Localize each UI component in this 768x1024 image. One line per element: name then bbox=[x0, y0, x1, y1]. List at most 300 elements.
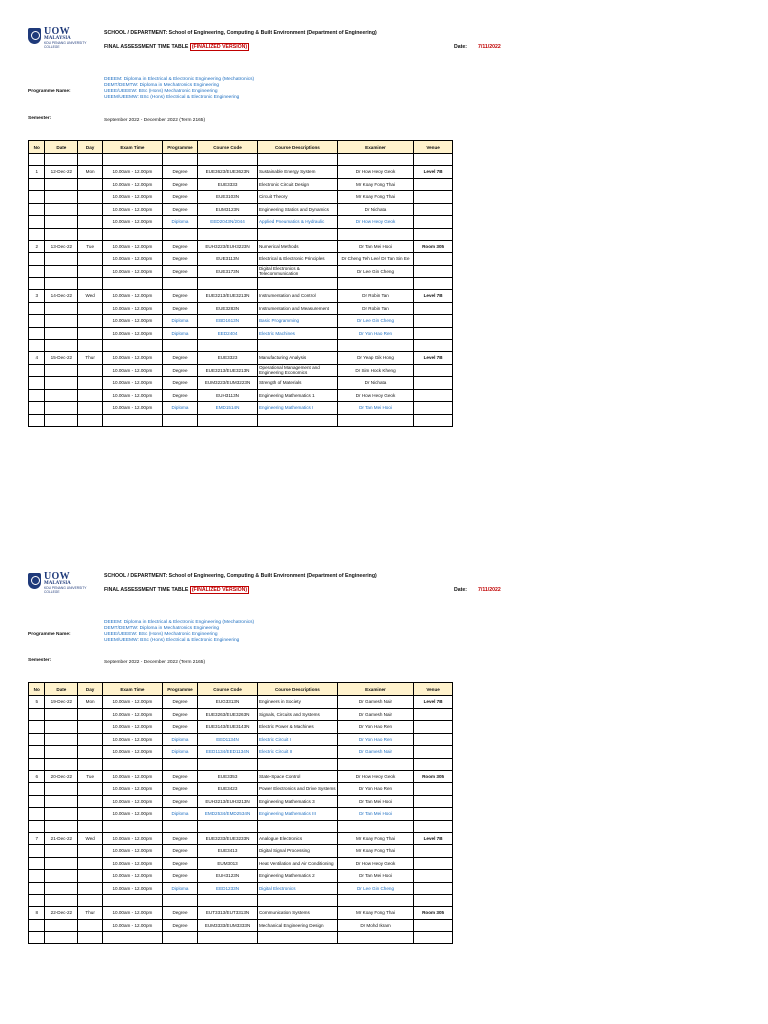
cell-code: EUE3283N bbox=[198, 302, 258, 315]
cell-examiner: Dr Gamesh Nair bbox=[337, 696, 413, 709]
cell-time: 10.00am - 12.00pm bbox=[102, 795, 162, 808]
cell-venue: Level 7B bbox=[414, 832, 453, 845]
cell-examiner: Mr Koay Fong Thai bbox=[337, 178, 413, 191]
cell-no bbox=[29, 327, 45, 340]
timetable-table bbox=[28, 682, 453, 944]
cell-day bbox=[78, 746, 103, 759]
cell-day bbox=[78, 302, 103, 315]
cell-date bbox=[45, 265, 78, 278]
cell-prog: Diploma bbox=[162, 402, 197, 415]
cell-date bbox=[45, 708, 78, 721]
cell-prog: Degree bbox=[162, 721, 197, 734]
cell-code: EUE3113N bbox=[198, 253, 258, 266]
cell-venue bbox=[414, 402, 453, 415]
spacer-row bbox=[29, 278, 453, 290]
cell-desc: Electric Circuit I bbox=[257, 733, 337, 746]
cell-desc: Instrumentation and Measurement bbox=[257, 302, 337, 315]
cell-prog: Degree bbox=[162, 783, 197, 796]
cell-prog: Diploma bbox=[162, 733, 197, 746]
cell-desc: Sustainable Energy System bbox=[257, 166, 337, 179]
cell-code: EUE3213/EUE3213N bbox=[198, 364, 258, 377]
cell-prog: Diploma bbox=[162, 315, 197, 328]
column-header: Course Descriptions bbox=[257, 683, 337, 696]
cell-venue bbox=[414, 302, 453, 315]
crest-icon bbox=[28, 573, 41, 589]
table-header-row bbox=[29, 141, 453, 154]
cell-code: EUH3223/EUH3223N bbox=[198, 240, 258, 253]
cell-time: 10.00am - 12.00pm bbox=[102, 265, 162, 278]
cell-venue: Room 305 bbox=[414, 907, 453, 920]
cell-prog: Degree bbox=[162, 870, 197, 883]
table-row bbox=[29, 882, 453, 895]
table-header-row bbox=[29, 683, 453, 696]
cell-day bbox=[78, 203, 103, 216]
cell-desc: Engineering Mathematics 1 bbox=[257, 389, 337, 402]
cell-venue: Room 305 bbox=[414, 770, 453, 783]
cell-day bbox=[78, 857, 103, 870]
timetable-title: FINAL ASSESSMENT TIME TABLE (FINALIZED VERSION) bbox=[104, 44, 248, 50]
column-header: Course Code bbox=[198, 141, 258, 154]
table-row bbox=[29, 721, 453, 734]
cell-time: 10.00am - 12.00pm bbox=[102, 746, 162, 759]
cell-venue bbox=[414, 389, 453, 402]
cell-no bbox=[29, 746, 45, 759]
table-row bbox=[29, 302, 453, 315]
cell-venue: Level 7B bbox=[414, 352, 453, 365]
cell-prog: Diploma bbox=[162, 882, 197, 895]
semester-value: September 2022 - December 2022 (Term 2165) bbox=[104, 118, 206, 123]
cell-examiner: Dr Lee Gin Cheng bbox=[337, 882, 413, 895]
cell-code: EUE3103N bbox=[198, 191, 258, 204]
cell-prog: Degree bbox=[162, 857, 197, 870]
cell-desc: Digital Signal Processing bbox=[257, 845, 337, 858]
cell-day bbox=[78, 265, 103, 278]
table-row bbox=[29, 327, 453, 340]
column-header: Date bbox=[45, 141, 78, 154]
cell-prog: Degree bbox=[162, 265, 197, 278]
spacer-row bbox=[29, 414, 453, 426]
cell-day: Wed bbox=[78, 832, 103, 845]
table-row bbox=[29, 919, 453, 932]
cell-prog: Degree bbox=[162, 290, 197, 303]
cell-examiner: Mr Koay Fong Thai bbox=[337, 191, 413, 204]
cell-date bbox=[45, 808, 78, 821]
cell-date bbox=[45, 795, 78, 808]
column-header: Examiner bbox=[337, 141, 413, 154]
cell-desc: Strength of Materials bbox=[257, 377, 337, 390]
cell-code: EED1134N bbox=[198, 733, 258, 746]
cell-time: 10.00am - 12.00pm bbox=[102, 907, 162, 920]
cell-time: 10.00am - 12.00pm bbox=[102, 377, 162, 390]
cell-desc: Engineering Statics and Dynamics bbox=[257, 203, 337, 216]
date-label: Date: bbox=[454, 587, 467, 593]
university-logo: UOW MALAYSIA KDU PENANG UNIVERSITY COLLEGE bbox=[28, 573, 90, 613]
cell-no: 4 bbox=[29, 352, 45, 365]
table-row bbox=[29, 240, 453, 253]
cell-prog: Degree bbox=[162, 389, 197, 402]
cell-venue: Level 7B bbox=[414, 290, 453, 303]
programme-list: DEEEM: Diploma in Electrical & Electronic Engineering (Mechatronics) DEMT/DEMTW: Diploma in Mechatronics Engineering UEEE/UEEEW: BSc (Hons) Mechatronic Engineering UEEM/UEEMW: BSc (Hons) Electrical & Electronic Engineering bbox=[104, 77, 255, 100]
table-row bbox=[29, 315, 453, 328]
cell-no bbox=[29, 919, 45, 932]
cell-desc: Analogue Electronics bbox=[257, 832, 337, 845]
cell-date bbox=[45, 315, 78, 328]
cell-day bbox=[78, 795, 103, 808]
date-value: 7/11/2022 bbox=[478, 587, 501, 593]
cell-examiner: Mr Koay Fong Thai bbox=[337, 832, 413, 845]
cell-time: 10.00am - 12.00pm bbox=[102, 721, 162, 734]
cell-no: 7 bbox=[29, 832, 45, 845]
cell-venue bbox=[414, 721, 453, 734]
cell-examiner: Dr Tan Mei Hooi bbox=[337, 808, 413, 821]
cell-code: EUH3213/EUH3213N bbox=[198, 795, 258, 808]
cell-date bbox=[45, 746, 78, 759]
cell-code: EUG3313N bbox=[198, 696, 258, 709]
cell-no bbox=[29, 302, 45, 315]
cell-examiner: Dr Tan Mei Hooi bbox=[337, 870, 413, 883]
cell-venue: Level 7B bbox=[414, 166, 453, 179]
cell-prog: Degree bbox=[162, 708, 197, 721]
cell-code: EMD1514N bbox=[198, 402, 258, 415]
cell-examiner: Dr Yon Hao Ren bbox=[337, 733, 413, 746]
cell-no: 1 bbox=[29, 166, 45, 179]
cell-examiner: Dr Tan Mei Hooi bbox=[337, 795, 413, 808]
cell-code: EUE3233/EUE3233N bbox=[198, 832, 258, 845]
cell-no bbox=[29, 377, 45, 390]
cell-time: 10.00am - 12.00pm bbox=[102, 808, 162, 821]
cell-prog: Degree bbox=[162, 919, 197, 932]
cell-code: EMD2534/EMD2534N bbox=[198, 808, 258, 821]
cell-date bbox=[45, 327, 78, 340]
cell-time: 10.00am - 12.00pm bbox=[102, 253, 162, 266]
cell-examiner: Dr Lee Gin Cheng bbox=[337, 315, 413, 328]
cell-code: EUM3333/EUM3333N bbox=[198, 919, 258, 932]
cell-day bbox=[78, 216, 103, 229]
cell-desc: Engineering Mathematics I bbox=[257, 402, 337, 415]
cell-desc: Electronic Circuit Design bbox=[257, 178, 337, 191]
cell-day bbox=[78, 808, 103, 821]
table-row bbox=[29, 290, 453, 303]
table-row bbox=[29, 178, 453, 191]
cell-desc: Communication Systems bbox=[257, 907, 337, 920]
table-row bbox=[29, 870, 453, 883]
cell-day bbox=[78, 919, 103, 932]
cell-date bbox=[45, 178, 78, 191]
cell-date bbox=[45, 783, 78, 796]
cell-no bbox=[29, 870, 45, 883]
cell-prog: Degree bbox=[162, 795, 197, 808]
cell-prog: Diploma bbox=[162, 808, 197, 821]
cell-desc: Digital Electronics & Telecommunication bbox=[257, 265, 337, 278]
cell-code: EUE3353 bbox=[198, 770, 258, 783]
column-header: Course Code bbox=[198, 683, 258, 696]
cell-day: Thur bbox=[78, 907, 103, 920]
cell-examiner: Dr Gamesh Nair bbox=[337, 746, 413, 759]
cell-day bbox=[78, 315, 103, 328]
cell-desc: Engineering Mathematics 2 bbox=[257, 870, 337, 883]
cell-day bbox=[78, 327, 103, 340]
cell-date bbox=[45, 721, 78, 734]
cell-no bbox=[29, 389, 45, 402]
cell-desc: Electric Power & Machines bbox=[257, 721, 337, 734]
table-row bbox=[29, 216, 453, 229]
cell-date bbox=[45, 845, 78, 858]
cell-date bbox=[45, 733, 78, 746]
cell-venue: Room 305 bbox=[414, 240, 453, 253]
cell-venue bbox=[414, 364, 453, 377]
cell-prog: Degree bbox=[162, 770, 197, 783]
cell-desc: Basic Programming bbox=[257, 315, 337, 328]
cell-desc: Electric Machines bbox=[257, 327, 337, 340]
cell-time: 10.00am - 12.00pm bbox=[102, 696, 162, 709]
table-row bbox=[29, 364, 453, 377]
column-header: Date bbox=[45, 683, 78, 696]
table-row bbox=[29, 389, 453, 402]
cell-no bbox=[29, 265, 45, 278]
university-logo: UOW MALAYSIA KDU PENANG UNIVERSITY COLLEGE bbox=[28, 28, 90, 68]
cell-date bbox=[45, 870, 78, 883]
cell-examiner: Dr Lee Gin Cheng bbox=[337, 265, 413, 278]
cell-date bbox=[45, 919, 78, 932]
cell-date bbox=[45, 402, 78, 415]
cell-time: 10.00am - 12.00pm bbox=[102, 364, 162, 377]
table-row bbox=[29, 808, 453, 821]
finalized-badge: (FINALIZED VERSION) bbox=[191, 44, 248, 50]
cell-code: EUM3223/EUM3223N bbox=[198, 377, 258, 390]
cell-examiner: Dr Nichata bbox=[337, 377, 413, 390]
cell-time: 10.00am - 12.00pm bbox=[102, 708, 162, 721]
cell-time: 10.00am - 12.00pm bbox=[102, 178, 162, 191]
column-header: Exam Time bbox=[102, 141, 162, 154]
cell-desc: Digital Electronics bbox=[257, 882, 337, 895]
cell-day bbox=[78, 721, 103, 734]
cell-date: 22-Dec-22 bbox=[45, 907, 78, 920]
cell-time: 10.00am - 12.00pm bbox=[102, 402, 162, 415]
cell-no bbox=[29, 216, 45, 229]
table-row bbox=[29, 253, 453, 266]
cell-examiner: Dr Robin Tan bbox=[337, 302, 413, 315]
cell-code: EED1233N bbox=[198, 882, 258, 895]
cell-desc: Manufacturing Analysis bbox=[257, 352, 337, 365]
spacer-row bbox=[29, 932, 453, 944]
spacer-row bbox=[29, 895, 453, 907]
cell-prog: Degree bbox=[162, 907, 197, 920]
cell-prog: Degree bbox=[162, 696, 197, 709]
date-value: 7/11/2022 bbox=[478, 44, 501, 50]
cell-venue bbox=[414, 327, 453, 340]
table-row bbox=[29, 845, 453, 858]
cell-day bbox=[78, 402, 103, 415]
cell-desc: Instrumentation and Control bbox=[257, 290, 337, 303]
cell-no bbox=[29, 191, 45, 204]
cell-desc: Numerical Methods bbox=[257, 240, 337, 253]
cell-prog: Degree bbox=[162, 832, 197, 845]
cell-examiner: Dr Gamesh Nair bbox=[337, 708, 413, 721]
table-row bbox=[29, 857, 453, 870]
programme-label: Programme Name: bbox=[28, 632, 71, 637]
cell-examiner: Mr Koay Fong Thai bbox=[337, 907, 413, 920]
cell-time: 10.00am - 12.00pm bbox=[102, 327, 162, 340]
cell-time: 10.00am - 12.00pm bbox=[102, 857, 162, 870]
cell-time: 10.00am - 12.00pm bbox=[102, 315, 162, 328]
column-header: No bbox=[29, 683, 45, 696]
cell-venue bbox=[414, 795, 453, 808]
table-row bbox=[29, 783, 453, 796]
column-header: Day bbox=[78, 683, 103, 696]
column-header: Programme bbox=[162, 141, 197, 154]
cell-date bbox=[45, 216, 78, 229]
cell-venue bbox=[414, 746, 453, 759]
cell-prog: Diploma bbox=[162, 746, 197, 759]
timetable-page-2 bbox=[0, 545, 768, 1024]
semester-label: Semester: bbox=[28, 658, 52, 663]
cell-code: EED2404 bbox=[198, 327, 258, 340]
cell-no bbox=[29, 795, 45, 808]
cell-desc: Electric Circuit II bbox=[257, 746, 337, 759]
cell-venue bbox=[414, 265, 453, 278]
cell-no bbox=[29, 783, 45, 796]
cell-desc: Heat Ventilation and Air Conditioning bbox=[257, 857, 337, 870]
table-row bbox=[29, 832, 453, 845]
cell-date: 14-Dec-22 bbox=[45, 290, 78, 303]
column-header: Exam Time bbox=[102, 683, 162, 696]
cell-time: 10.00am - 12.00pm bbox=[102, 733, 162, 746]
cell-code: EUE3413 bbox=[198, 845, 258, 858]
column-header: Programme bbox=[162, 683, 197, 696]
cell-day bbox=[78, 733, 103, 746]
cell-no: 6 bbox=[29, 770, 45, 783]
cell-day: Mon bbox=[78, 696, 103, 709]
cell-examiner: Dr How Heoy Geok bbox=[337, 389, 413, 402]
table-row bbox=[29, 708, 453, 721]
cell-prog: Degree bbox=[162, 178, 197, 191]
cell-venue bbox=[414, 783, 453, 796]
table-row bbox=[29, 377, 453, 390]
programme-label: Programme Name: bbox=[28, 89, 71, 94]
cell-time: 10.00am - 12.00pm bbox=[102, 240, 162, 253]
cell-date: 15-Dec-22 bbox=[45, 352, 78, 365]
cell-no bbox=[29, 733, 45, 746]
cell-date bbox=[45, 389, 78, 402]
spacer-row bbox=[29, 228, 453, 240]
cell-time: 10.00am - 12.00pm bbox=[102, 302, 162, 315]
semester-value: September 2022 - December 2022 (Term 2165) bbox=[104, 660, 206, 665]
cell-desc: Engineering Mathematics 3 bbox=[257, 795, 337, 808]
cell-time: 10.00am - 12.00pm bbox=[102, 832, 162, 845]
cell-examiner: Dr Yon Hao Ren bbox=[337, 327, 413, 340]
cell-venue bbox=[414, 870, 453, 883]
table-row bbox=[29, 746, 453, 759]
cell-desc: Mechanical Engineering Design bbox=[257, 919, 337, 932]
cell-no bbox=[29, 721, 45, 734]
school-heading: SCHOOL / DEPARTMENT: School of Engineering, Computing & Built Environment (Department of Engineering) bbox=[104, 30, 377, 36]
cell-code: EUE3143/EUE3143N bbox=[198, 721, 258, 734]
spacer-row bbox=[29, 758, 453, 770]
cell-code: EUE3423 bbox=[198, 783, 258, 796]
cell-venue bbox=[414, 203, 453, 216]
cell-day bbox=[78, 253, 103, 266]
column-header: Examiner bbox=[337, 683, 413, 696]
cell-date bbox=[45, 302, 78, 315]
cell-date bbox=[45, 377, 78, 390]
cell-day bbox=[78, 708, 103, 721]
cell-code: EUE3333 bbox=[198, 178, 258, 191]
cell-day bbox=[78, 783, 103, 796]
cell-no: 8 bbox=[29, 907, 45, 920]
cell-code: EUH3123N bbox=[198, 870, 258, 883]
cell-day: Tue bbox=[78, 240, 103, 253]
cell-code: EUE3173N bbox=[198, 265, 258, 278]
cell-venue bbox=[414, 808, 453, 821]
cell-venue bbox=[414, 845, 453, 858]
cell-prog: Degree bbox=[162, 364, 197, 377]
column-header: Venue bbox=[414, 141, 453, 154]
cell-day: Wed bbox=[78, 290, 103, 303]
cell-venue bbox=[414, 377, 453, 390]
column-header: Day bbox=[78, 141, 103, 154]
cell-day: Tue bbox=[78, 770, 103, 783]
table-row bbox=[29, 907, 453, 920]
cell-venue bbox=[414, 216, 453, 229]
cell-no bbox=[29, 253, 45, 266]
cell-time: 10.00am - 12.00pm bbox=[102, 845, 162, 858]
cell-no bbox=[29, 203, 45, 216]
cell-no: 5 bbox=[29, 696, 45, 709]
cell-day: Thur bbox=[78, 352, 103, 365]
cell-prog: Degree bbox=[162, 191, 197, 204]
cell-date bbox=[45, 857, 78, 870]
cell-code: EED2043N/2044 bbox=[198, 216, 258, 229]
date-label: Date: bbox=[454, 44, 467, 50]
cell-time: 10.00am - 12.00pm bbox=[102, 783, 162, 796]
cell-examiner: Dr Yeap Gik Hong bbox=[337, 352, 413, 365]
cell-prog: Degree bbox=[162, 253, 197, 266]
cell-venue bbox=[414, 178, 453, 191]
cell-day bbox=[78, 364, 103, 377]
cell-time: 10.00am - 12.00pm bbox=[102, 870, 162, 883]
cell-desc: Engineering Mathematics III bbox=[257, 808, 337, 821]
cell-no: 2 bbox=[29, 240, 45, 253]
cell-code: EUH3113N bbox=[198, 389, 258, 402]
finalized-badge: (FINALIZED VERSION) bbox=[191, 587, 248, 593]
cell-no bbox=[29, 845, 45, 858]
cell-day bbox=[78, 178, 103, 191]
cell-venue bbox=[414, 919, 453, 932]
cell-code: EUT3313/EUT3313N bbox=[198, 907, 258, 920]
cell-examiner: Dr Mohd Ikram bbox=[337, 919, 413, 932]
table-row bbox=[29, 265, 453, 278]
cell-day bbox=[78, 389, 103, 402]
cell-prog: Degree bbox=[162, 352, 197, 365]
cell-examiner: Dr Cheng Teh Lee/ Dr Tan Sin Ee bbox=[337, 253, 413, 266]
cell-prog: Degree bbox=[162, 166, 197, 179]
cell-no bbox=[29, 808, 45, 821]
cell-no bbox=[29, 857, 45, 870]
cell-no bbox=[29, 315, 45, 328]
timetable-title: FINAL ASSESSMENT TIME TABLE (FINALIZED VERSION) bbox=[104, 587, 248, 593]
school-heading: SCHOOL / DEPARTMENT: School of Engineering, Computing & Built Environment (Department of Engineering) bbox=[104, 573, 377, 579]
cell-no bbox=[29, 882, 45, 895]
cell-prog: Diploma bbox=[162, 216, 197, 229]
cell-venue bbox=[414, 315, 453, 328]
cell-prog: Degree bbox=[162, 240, 197, 253]
table-row bbox=[29, 770, 453, 783]
cell-time: 10.00am - 12.00pm bbox=[102, 290, 162, 303]
cell-day bbox=[78, 870, 103, 883]
cell-no bbox=[29, 364, 45, 377]
cell-date bbox=[45, 191, 78, 204]
cell-time: 10.00am - 12.00pm bbox=[102, 882, 162, 895]
